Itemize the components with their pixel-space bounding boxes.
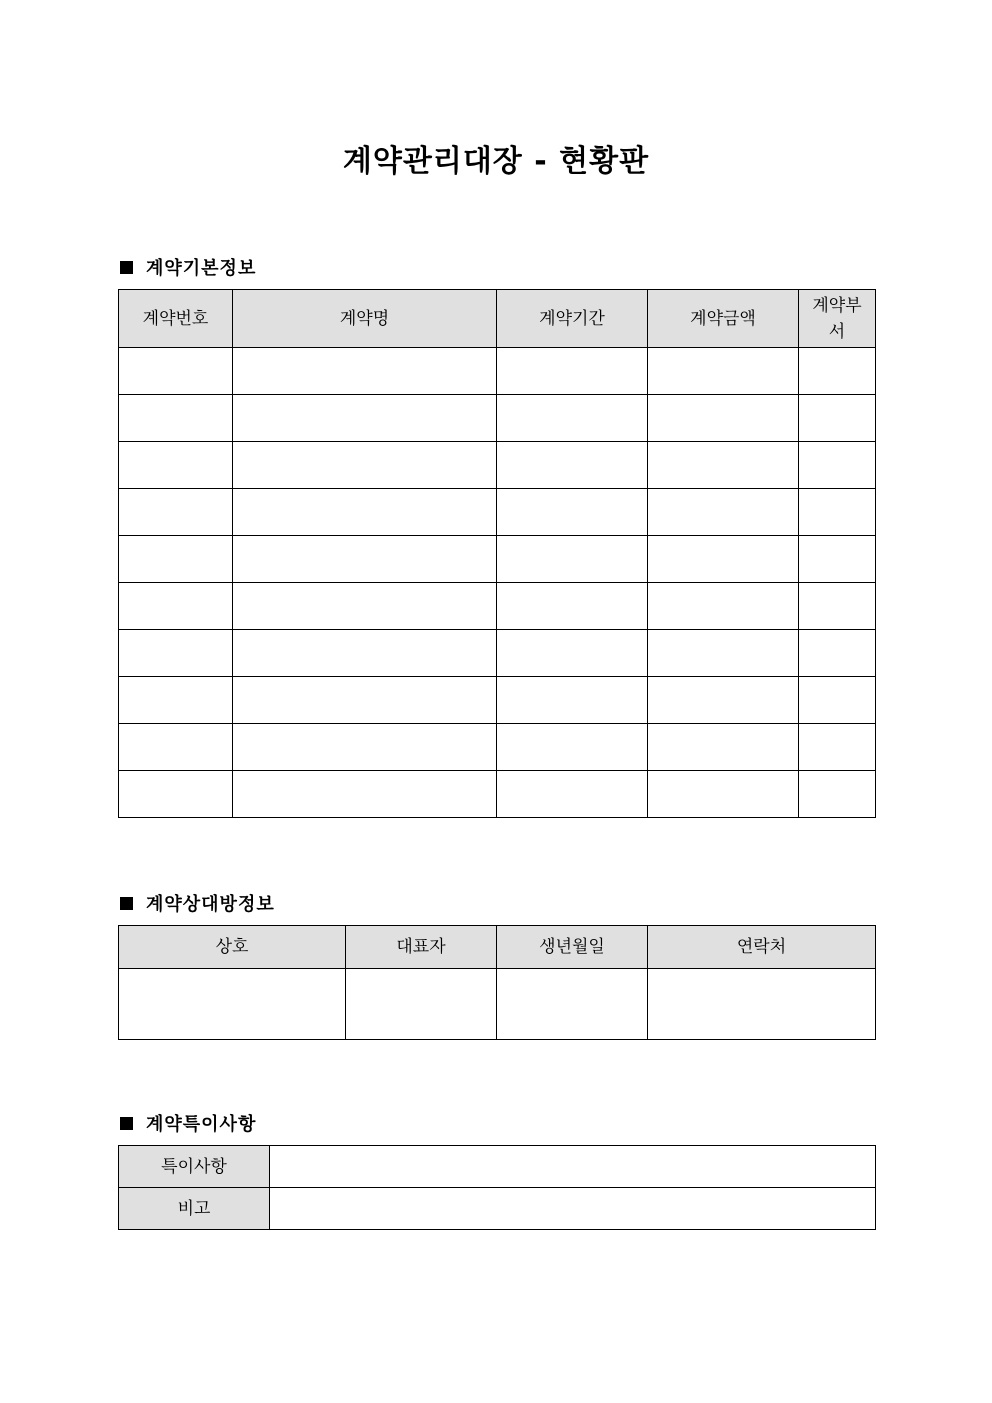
column-header-company-name: 상호 — [119, 926, 346, 969]
cell-contract-period[interactable] — [497, 677, 648, 724]
cell-contract-dept[interactable] — [799, 395, 876, 442]
table-header-row — [119, 290, 876, 348]
table-row — [119, 583, 876, 630]
cell-contract-dept[interactable] — [799, 536, 876, 583]
cell-contract-amount[interactable] — [648, 442, 799, 489]
cell-contract-amount[interactable] — [648, 630, 799, 677]
cell-contract-no[interactable] — [119, 724, 233, 771]
cell-contract-dept[interactable] — [799, 771, 876, 818]
square-bullet-icon — [120, 897, 133, 910]
cell-contract-name[interactable] — [233, 489, 497, 536]
column-header-contract-dept: 계약부서 — [799, 290, 876, 348]
cell-contract-period[interactable] — [497, 489, 648, 536]
cell-contract-period[interactable] — [497, 583, 648, 630]
cell-contract-no[interactable] — [119, 583, 233, 630]
cell-contract-no[interactable] — [119, 677, 233, 724]
cell-contract-name[interactable] — [233, 583, 497, 630]
section-heading-basic-info — [120, 254, 256, 280]
column-header-contract-no: 계약번호 — [119, 290, 233, 348]
column-header-contract-amount: 계약금액 — [648, 290, 799, 348]
table-row — [119, 969, 876, 1040]
cell-contract-amount[interactable] — [648, 771, 799, 818]
cell-company-name[interactable] — [119, 969, 346, 1040]
cell-contract-dept[interactable] — [799, 583, 876, 630]
section-heading-label: 계약상대방정보 — [146, 894, 275, 915]
cell-contract-name[interactable] — [233, 348, 497, 395]
cell-contract-name[interactable] — [233, 395, 497, 442]
table-row — [119, 395, 876, 442]
table-row — [119, 1146, 876, 1188]
cell-contract-name[interactable] — [233, 771, 497, 818]
cell-contract-name[interactable] — [233, 724, 497, 771]
cell-contract-amount[interactable] — [648, 724, 799, 771]
square-bullet-icon — [120, 261, 133, 274]
cell-contract-amount[interactable] — [648, 536, 799, 583]
cell-contract-amount[interactable] — [648, 583, 799, 630]
cell-contract-dept[interactable] — [799, 630, 876, 677]
column-header-representative: 대표자 — [346, 926, 497, 969]
cell-contract-amount[interactable] — [648, 677, 799, 724]
table-header-row — [119, 926, 876, 969]
table-row — [119, 771, 876, 818]
cell-contract-no[interactable] — [119, 442, 233, 489]
section-heading-special-notes — [120, 1110, 256, 1136]
cell-contract-period[interactable] — [497, 442, 648, 489]
cell-contract-no[interactable] — [119, 489, 233, 536]
cell-contract-name[interactable] — [233, 442, 497, 489]
column-header-contract-period: 계약기간 — [497, 290, 648, 348]
cell-contract-period[interactable] — [497, 395, 648, 442]
column-header-contract-name: 계약명 — [233, 290, 497, 348]
cell-contract-dept[interactable] — [799, 348, 876, 395]
cell-contract-name[interactable] — [233, 536, 497, 583]
section-heading-label: 계약특이사항 — [146, 1114, 257, 1135]
cell-contract-dept[interactable] — [799, 724, 876, 771]
section-heading-counterparty-info — [120, 890, 275, 916]
counterparty-info-table — [118, 925, 876, 1040]
cell-contract-dept[interactable] — [799, 489, 876, 536]
cell-special-notes[interactable] — [270, 1146, 876, 1188]
cell-contract-name[interactable] — [233, 630, 497, 677]
cell-contract-period[interactable] — [497, 724, 648, 771]
cell-contract-no[interactable] — [119, 348, 233, 395]
cell-contract-no[interactable] — [119, 536, 233, 583]
cell-contact[interactable] — [648, 969, 876, 1040]
table-row — [119, 536, 876, 583]
cell-contract-dept[interactable] — [799, 442, 876, 489]
table-row — [119, 724, 876, 771]
table-row — [119, 630, 876, 677]
row-label-special-notes: 특이사항 — [119, 1146, 270, 1188]
section-heading-label: 계약기본정보 — [146, 258, 257, 279]
page-title: 계약관리대장 - 현황판 — [342, 144, 650, 179]
table-row — [119, 348, 876, 395]
table-row — [119, 677, 876, 724]
table-row — [119, 489, 876, 536]
cell-contract-amount[interactable] — [648, 348, 799, 395]
column-header-birth-date: 생년월일 — [497, 926, 648, 969]
cell-contract-no[interactable] — [119, 771, 233, 818]
cell-contract-dept[interactable] — [799, 677, 876, 724]
cell-contract-no[interactable] — [119, 630, 233, 677]
contract-basic-info-table — [118, 289, 876, 818]
cell-birth-date[interactable] — [497, 969, 648, 1040]
column-header-contact: 연락처 — [648, 926, 876, 969]
cell-contract-period[interactable] — [497, 348, 648, 395]
special-notes-table — [118, 1145, 876, 1230]
cell-contract-amount[interactable] — [648, 489, 799, 536]
cell-contract-period[interactable] — [497, 536, 648, 583]
cell-contract-period[interactable] — [497, 771, 648, 818]
table-row — [119, 1188, 876, 1230]
cell-contract-amount[interactable] — [648, 395, 799, 442]
cell-contract-period[interactable] — [497, 630, 648, 677]
cell-contract-name[interactable] — [233, 677, 497, 724]
table-row — [119, 442, 876, 489]
cell-remarks[interactable] — [270, 1188, 876, 1230]
row-label-remarks: 비고 — [119, 1188, 270, 1230]
cell-contract-no[interactable] — [119, 395, 233, 442]
square-bullet-icon — [120, 1117, 133, 1130]
cell-representative[interactable] — [346, 969, 497, 1040]
